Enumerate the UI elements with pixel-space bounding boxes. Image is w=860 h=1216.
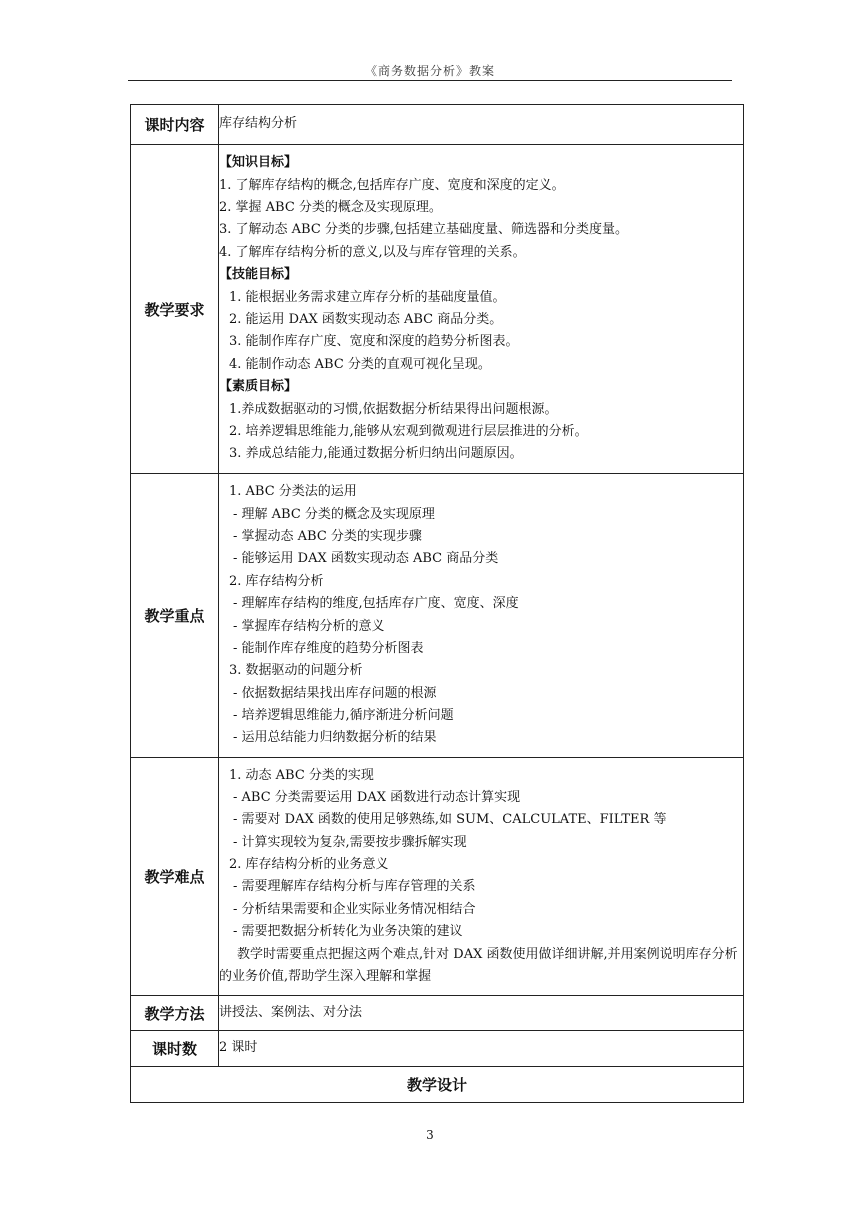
difficulty-item: - ABC 分类需要运用 DAX 函数进行动态计算实现 (233, 789, 521, 805)
row-lesson-content (131, 105, 744, 145)
quality-item: 3. 养成总结能力,能通过数据分析归纳出问题原因。 (229, 446, 523, 462)
row-hours (131, 1031, 744, 1067)
label-key-points: 教学重点 (131, 474, 219, 758)
value-method (219, 996, 744, 1031)
row-method (131, 996, 744, 1031)
lesson-content-text: 库存结构分析 (219, 116, 298, 132)
difficulty-heading: 1. 动态 ABC 分类的实现 (229, 767, 374, 783)
knowledge-heading: 【知识目标】 (219, 155, 298, 171)
row-design (131, 1067, 744, 1103)
key-point-heading: 1. ABC 分类法的运用 (229, 484, 357, 500)
difficulty-item: - 需要对 DAX 函数的使用足够熟练,如 SUM、CALCULATE、FILTER 等 (233, 812, 667, 828)
knowledge-item: 4. 了解库存结构分析的意义,以及与库存管理的关系。 (219, 244, 526, 260)
value-difficulties (219, 758, 744, 996)
quality-heading: 【素质目标】 (219, 379, 298, 395)
skill-item: 1. 能根据业务需求建立库存分析的基础度量值。 (229, 289, 506, 305)
key-point-item: - 能够运用 DAX 函数实现动态 ABC 商品分类 (233, 551, 499, 567)
quality-item: 2. 培养逻辑思维能力,能够从宏观到微观进行层层推进的分析。 (229, 423, 588, 439)
difficulty-heading: 2. 库存结构分析的业务意义 (229, 857, 389, 873)
knowledge-item: 2. 掌握 ABC 分类的概念及实现原理。 (219, 200, 442, 216)
skill-heading: 【技能目标】 (219, 267, 298, 283)
key-point-item: - 能制作库存维度的趋势分析图表 (233, 640, 424, 656)
row-difficulties (131, 758, 744, 996)
key-point-item: - 理解 ABC 分类的概念及实现原理 (233, 506, 435, 522)
key-point-heading: 3. 数据驱动的问题分析 (229, 663, 363, 679)
skill-item: 2. 能运用 DAX 函数实现动态 ABC 商品分类。 (229, 312, 503, 327)
knowledge-item: 3. 了解动态 ABC 分类的步骤,包括建立基础度量、筛选器和分类度量。 (219, 222, 629, 238)
skill-item: 3. 能制作库存广度、宽度和深度的趋势分析图表。 (229, 334, 519, 350)
label-requirements: 教学要求 (131, 145, 219, 474)
page-number: 3 (426, 1128, 434, 1142)
header-title: 《商务数据分析》教案 (364, 64, 495, 78)
key-point-item: - 掌握动态 ABC 分类的实现步骤 (233, 528, 422, 544)
value-key-points (219, 474, 744, 758)
row-requirements (131, 145, 744, 474)
difficulty-item: - 分析结果需要和企业实际业务情况相结合 (233, 901, 476, 917)
key-point-item: - 运用总结能力归纳数据分析的结果 (233, 730, 437, 746)
label-difficulties: 教学难点 (131, 758, 219, 996)
value-hours (219, 1031, 744, 1067)
skill-item: 4. 能制作动态 ABC 分类的直观可视化呈现。 (229, 356, 491, 372)
label-method: 教学方法 (131, 996, 219, 1031)
key-point-item: - 培养逻辑思维能力,循序渐进分析问题 (233, 708, 454, 724)
row-key-points (131, 474, 744, 758)
hours-text: 2 课时 (219, 1040, 258, 1056)
value-requirements (219, 145, 744, 474)
value-lesson-content (219, 105, 744, 145)
key-point-heading: 2. 库存结构分析 (229, 573, 324, 589)
design-heading: 教学设计 (131, 1067, 744, 1103)
knowledge-item: 1. 了解库存结构的概念,包括库存广度、宽度和深度的定义。 (219, 177, 565, 193)
difficulty-item: - 需要把数据分析转化为业务决策的建议 (233, 924, 463, 940)
label-lesson-content: 课时内容 (131, 105, 219, 145)
key-point-item: - 依据数据结果找出库存问题的根源 (233, 685, 437, 701)
method-text: 讲授法、案例法、对分法 (219, 1004, 363, 1020)
key-point-item: - 掌握库存结构分析的意义 (233, 618, 385, 634)
difficulty-item: - 计算实现较为复杂,需要按步骤拆解实现 (233, 834, 467, 850)
difficulty-summary: 教学时需要重点把握这两个难点,针对 DAX 函数使用做详细讲解,并用案例说明库存分析的业务价值,帮助学生深入理解和掌握 (219, 946, 738, 985)
quality-item: 1.养成数据驱动的习惯,依据数据分析结果得出问题根源。 (229, 401, 558, 417)
key-point-item: - 理解库存结构的维度,包括库存广度、宽度、深度 (233, 596, 519, 612)
lesson-plan-table (130, 104, 744, 1103)
label-hours: 课时数 (131, 1031, 219, 1067)
difficulty-item: - 需要理解库存结构分析与库存管理的关系 (233, 879, 476, 895)
header-divider (128, 80, 732, 81)
